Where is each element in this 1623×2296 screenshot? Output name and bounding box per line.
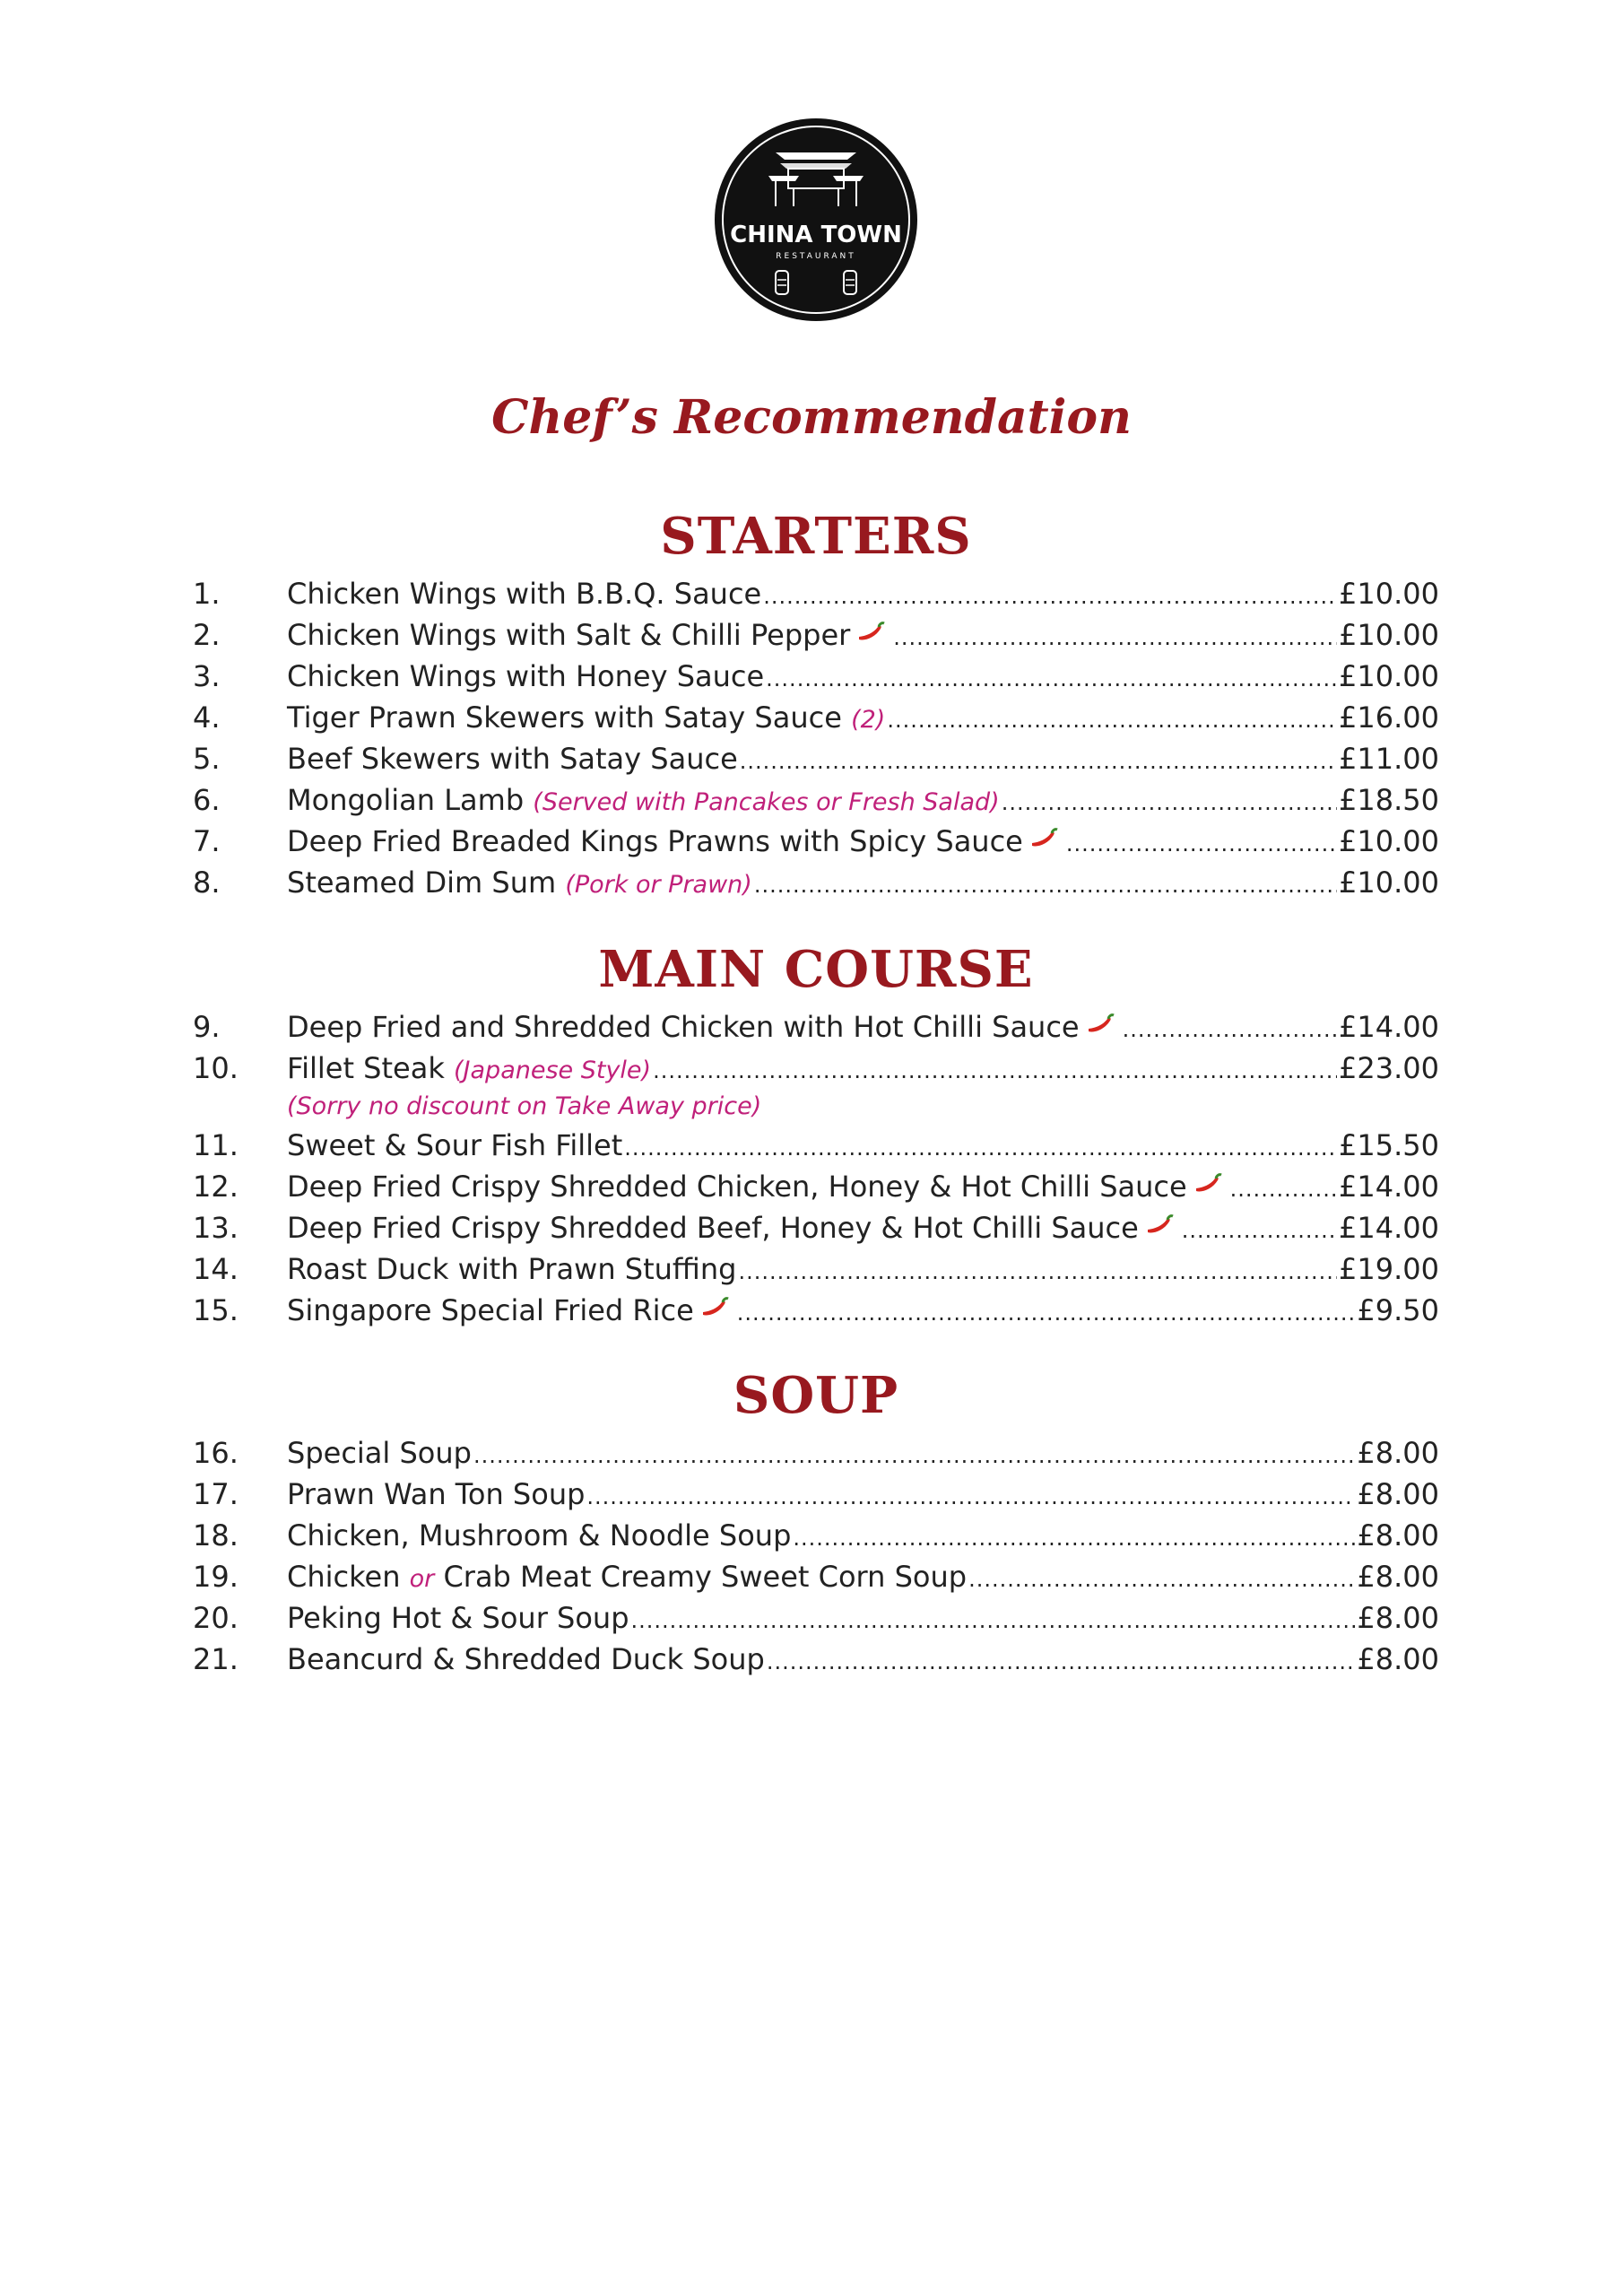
item-name: Sweet & Sour Fish Fillet (287, 1128, 623, 1162)
item-name: Special Soup (287, 1436, 472, 1470)
item-name: Deep Fried Crispy Shredded Beef, Honey & Hot Chilli Sauce (287, 1211, 1139, 1245)
item-name: Chicken (287, 1560, 401, 1594)
item-name: Chicken Wings with B.B.Q. Sauce (287, 577, 762, 611)
section-main-course (193, 933, 1439, 1331)
dot-leader (1123, 1009, 1337, 1050)
menu-item (193, 738, 1439, 779)
item-name: Beef Skewers with Satay Sauce (287, 742, 738, 776)
logo-emblem (713, 117, 919, 323)
section-heading: STARTERS (660, 507, 972, 566)
dot-leader (738, 1251, 1337, 1292)
dot-leader (631, 1600, 1356, 1641)
dot-leader (653, 1050, 1337, 1091)
item-price: £14.00 (1339, 1170, 1439, 1204)
item-name: Deep Fried and Shredded Chicken with Hot Chilli Sauce (287, 1010, 1080, 1044)
page-title: Chef’s Recommendation (491, 390, 1132, 445)
dot-leader (893, 617, 1337, 658)
menu-item (193, 1048, 1439, 1089)
dot-leader (767, 1641, 1356, 1683)
dot-leader (1066, 823, 1337, 865)
item-number: 13. (193, 1211, 239, 1245)
item-number: 9. (193, 1010, 221, 1044)
item-name: Deep Fried Breaded Kings Prawns with Spicy Sauce (287, 824, 1023, 858)
item-price: £10.00 (1339, 577, 1439, 611)
item-name: Prawn Wan Ton Soup (287, 1477, 586, 1511)
menu-item (193, 1125, 1439, 1166)
item-number: 10. (193, 1051, 239, 1085)
item-price: £16.00 (1339, 700, 1439, 735)
item-price: £14.00 (1339, 1211, 1439, 1245)
item-number: 7. (193, 824, 221, 858)
item-price: £10.00 (1339, 618, 1439, 652)
menu-item (193, 821, 1439, 862)
section-heading: MAIN COURSE (598, 940, 1034, 999)
item-price: £8.00 (1357, 1436, 1439, 1470)
item-name: Tiger Prawn Skewers with Satay Sauce (287, 700, 842, 735)
item-name: Chicken, Mushroom & Noodle Soup (287, 1518, 792, 1552)
item-price: £15.50 (1339, 1128, 1439, 1162)
item-name: Singapore Special Fried Rice (287, 1293, 694, 1327)
item-price: £10.00 (1339, 824, 1439, 858)
item-price: £9.50 (1357, 1293, 1439, 1327)
menu-item (193, 1166, 1439, 1207)
menu-item (193, 1432, 1439, 1474)
item-price: £10.00 (1339, 659, 1439, 693)
menu-item (193, 1639, 1439, 1680)
item-number: 3. (193, 659, 221, 693)
dot-leader (887, 700, 1337, 741)
item-price: £19.00 (1339, 1252, 1439, 1286)
item-price: £8.00 (1357, 1642, 1439, 1676)
item-price: £14.00 (1339, 1010, 1439, 1044)
item-name: Peking Hot & Sour Soup (287, 1601, 629, 1635)
item-name: Roast Duck with Prawn Stuffing (287, 1252, 737, 1286)
dot-leader (754, 865, 1337, 906)
item-note: (Pork or Prawn) (565, 871, 752, 899)
menu-item (193, 1597, 1439, 1639)
chilli-icon (699, 1297, 730, 1320)
item-number: 4. (193, 700, 221, 735)
item-number: 17. (193, 1477, 239, 1511)
chilli-icon (1028, 828, 1059, 851)
menu-item (193, 573, 1439, 614)
section-starters (193, 500, 1439, 903)
menu-item (193, 1556, 1439, 1597)
section-soup (193, 1359, 1439, 1680)
item-number: 19. (193, 1560, 239, 1594)
dot-leader (968, 1559, 1355, 1600)
item-name: Steamed Dim Sum (287, 865, 557, 900)
item-number: 12. (193, 1170, 239, 1204)
item-number: 15. (193, 1293, 239, 1327)
dot-leader (624, 1127, 1337, 1169)
dot-leader (586, 1476, 1355, 1518)
menu-item (193, 1248, 1439, 1290)
item-number: 6. (193, 783, 221, 817)
chilli-icon (1144, 1214, 1175, 1238)
menu-item (193, 1515, 1439, 1556)
item-price: £8.00 (1357, 1560, 1439, 1594)
dot-leader (1002, 782, 1337, 823)
item-name: Chicken Wings with Salt & Chilli Pepper (287, 618, 851, 652)
item-subnote: (Sorry no discount on Take Away price) (287, 1092, 762, 1120)
item-number: 5. (193, 742, 221, 776)
item-name: Mongolian Lamb (287, 783, 525, 817)
item-price: £8.00 (1357, 1477, 1439, 1511)
menu-item (193, 1207, 1439, 1248)
chilli-icon (1085, 1013, 1115, 1037)
item-number: 2. (193, 618, 221, 652)
item-note: (Japanese Style) (454, 1057, 652, 1084)
item-price: £11.00 (1339, 742, 1439, 776)
item-name: Fillet Steak (287, 1051, 445, 1085)
item-number: 16. (193, 1436, 239, 1470)
item-name-alt: Crab Meat Creamy Sweet Corn Soup (443, 1560, 968, 1594)
item-note: (2) (851, 706, 886, 734)
item-name: Beancurd & Shredded Duck Soup (287, 1642, 765, 1676)
dot-leader (793, 1518, 1355, 1559)
dot-leader (1182, 1210, 1337, 1251)
menu-item (193, 697, 1439, 738)
dot-leader (763, 576, 1337, 617)
logo-subtitle: RESTAURANT (776, 252, 856, 261)
menu-item (193, 656, 1439, 697)
section-heading: SOUP (733, 1366, 899, 1425)
item-number: 8. (193, 865, 221, 900)
item-price: £10.00 (1339, 865, 1439, 900)
item-number: 11. (193, 1128, 239, 1162)
dot-leader (740, 741, 1337, 782)
menu-item (193, 779, 1439, 821)
item-name: Chicken Wings with Honey Sauce (287, 659, 765, 693)
dot-leader (1230, 1169, 1337, 1210)
item-number: 20. (193, 1601, 239, 1635)
chilli-icon (855, 622, 886, 645)
item-number: 14. (193, 1252, 239, 1286)
menu-item (193, 1474, 1439, 1515)
dot-leader (473, 1435, 1355, 1476)
item-price: £8.00 (1357, 1601, 1439, 1635)
chilli-icon (1193, 1173, 1223, 1196)
item-price: £8.00 (1357, 1518, 1439, 1552)
item-price: £23.00 (1339, 1051, 1439, 1085)
menu-item (193, 1290, 1439, 1331)
item-number: 21. (193, 1642, 239, 1676)
item-note: (Served with Pancakes or Fresh Salad) (533, 788, 1000, 816)
item-number: 18. (193, 1518, 239, 1552)
menu-item (193, 614, 1439, 656)
item-name: Deep Fried Crispy Shredded Chicken, Honey & Hot Chilli Sauce (287, 1170, 1187, 1204)
item-number: 1. (193, 577, 221, 611)
restaurant-logo (713, 117, 919, 323)
or-word: or (409, 1565, 435, 1593)
item-price: £18.50 (1339, 783, 1439, 817)
dot-leader (737, 1292, 1356, 1334)
menu-item (193, 1006, 1439, 1048)
logo-name: CHINA TOWN (730, 222, 902, 248)
dot-leader (766, 658, 1337, 700)
menu-item (193, 862, 1439, 903)
